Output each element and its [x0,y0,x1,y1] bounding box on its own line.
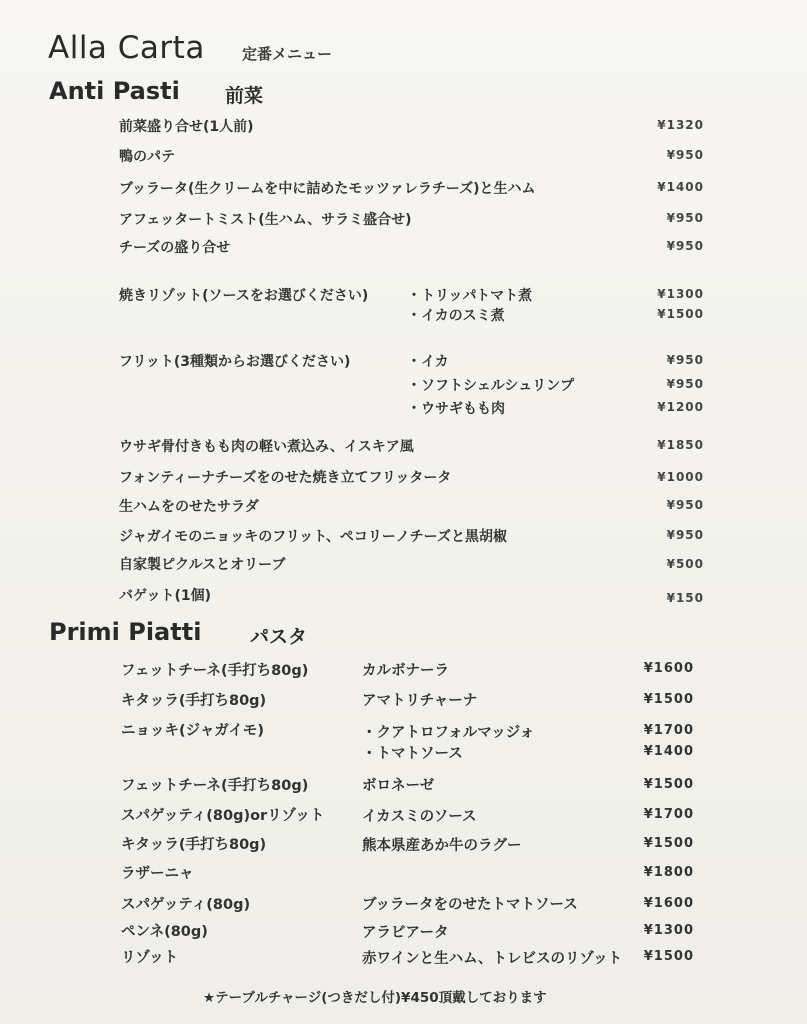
pasta-sauce: アマトリチャーナ [362,693,478,709]
item-price: ¥1320 [657,118,704,132]
pasta-type: キタッラ(手打ち80g) [121,693,267,709]
list-item: チーズの盛り合せ [119,240,231,256]
list-item: フリット(3種類からお選びください) [119,354,351,370]
item-option: ・ウサギもも肉 [407,401,505,417]
list-item: 自家製ピクルスとオリーブ [119,557,286,573]
pasta-type: キタッラ(手打ち80g) [121,837,267,853]
item-price: ¥1000 [657,470,704,484]
item-price: ¥1500 [643,836,694,851]
item-price: ¥950 [666,148,704,162]
pasta-sauce: ボロネーゼ [362,778,435,794]
primi-heading: Primi Piatti [49,618,202,646]
item-price: ¥1800 [643,865,694,880]
item-price: ¥1400 [643,744,694,759]
list-item: 鴨のパテ [119,149,175,165]
list-item: アフェッタートミスト(生ハム、サラミ盛合せ) [119,212,412,228]
pasta-sauce: カルボナーラ [362,663,449,679]
item-price: ¥1500 [643,692,694,707]
item-option: ・イカ [407,354,449,370]
item-price: ¥950 [666,239,704,253]
item-price: ¥950 [666,211,704,225]
item-price: ¥500 [666,557,704,571]
list-item: ブッラータ(生クリームを中に詰めたモッツァレラチーズ)と生ハム [119,181,536,197]
pasta-type: フェットチーネ(手打ち80g) [121,778,309,794]
list-item: ウサギ骨付きもも肉の軽い煮込み、イスキア風 [119,439,414,455]
pasta-sauce: イカスミのソース [362,809,477,825]
pasta-type: スパゲッティ(80g) [121,897,251,913]
item-price: ¥1850 [657,438,704,452]
item-price: ¥1600 [643,896,694,911]
list-item: フォンティーナチーズをのせた焼き立てフリッタータ [119,470,452,486]
table-charge-note: ★テーブルチャージ(つきだし付)¥450頂戴しております [203,990,547,1006]
item-price: ¥1700 [643,807,694,822]
menu-title-jp: 定番メニュー [242,45,333,63]
pasta-type: ラザーニャ [121,866,194,882]
item-price: ¥1300 [657,287,704,301]
pasta-type: リゾット [121,950,179,966]
antipasti-heading: Anti Pasti [49,77,180,105]
item-price: ¥1500 [643,777,694,792]
list-item: バゲット(1個) [119,588,211,604]
item-price: ¥1200 [657,400,704,414]
pasta-type: ニョッキ(ジャガイモ) [121,723,265,739]
item-option: ・イカのスミ煮 [407,308,505,324]
list-item: 焼きリゾット(ソースをお選びください) [119,288,369,304]
item-option: ・ソフトシェルシュリンプ [407,378,575,394]
item-price: ¥1500 [657,307,704,321]
pasta-type: ペンネ(80g) [121,924,208,940]
pasta-sauce: 赤ワインと生ハム、トレビスのリゾット [362,951,623,967]
item-price: ¥950 [666,377,704,391]
pasta-sauce: アラビアータ [362,925,449,941]
antipasti-heading-jp: 前菜 [225,85,264,107]
item-price: ¥1400 [657,180,704,194]
item-price: ¥950 [666,528,704,542]
list-item: 前菜盛り合せ(1人前) [119,119,254,135]
menu-title: Alla Carta [48,30,205,66]
pasta-sauce: ブッラータをのせたトマトソース [362,897,578,913]
pasta-sauce: ・クアトロフォルマッジォ [362,725,535,741]
pasta-sauce: 熊本県産あか牛のラグー [362,838,522,854]
pasta-type: フェットチーネ(手打ち80g) [121,663,309,679]
item-price: ¥150 [666,591,704,605]
item-price: ¥1500 [643,949,694,964]
item-price: ¥950 [666,498,704,512]
pasta-sauce: ・トマトソース [362,746,463,762]
item-price: ¥1600 [643,661,694,676]
item-price: ¥1700 [643,723,694,738]
item-price: ¥1300 [643,923,694,938]
list-item: ジャガイモのニョッキのフリット、ペコリーノチーズと黒胡椒 [119,529,507,545]
item-price: ¥950 [666,353,704,367]
primi-heading-jp: パスタ [250,626,308,648]
pasta-type: スパゲッティ(80g)orリゾット [121,808,325,824]
list-item: 生ハムをのせたサラダ [119,499,259,515]
item-option: ・トリッパトマト煮 [407,288,533,304]
